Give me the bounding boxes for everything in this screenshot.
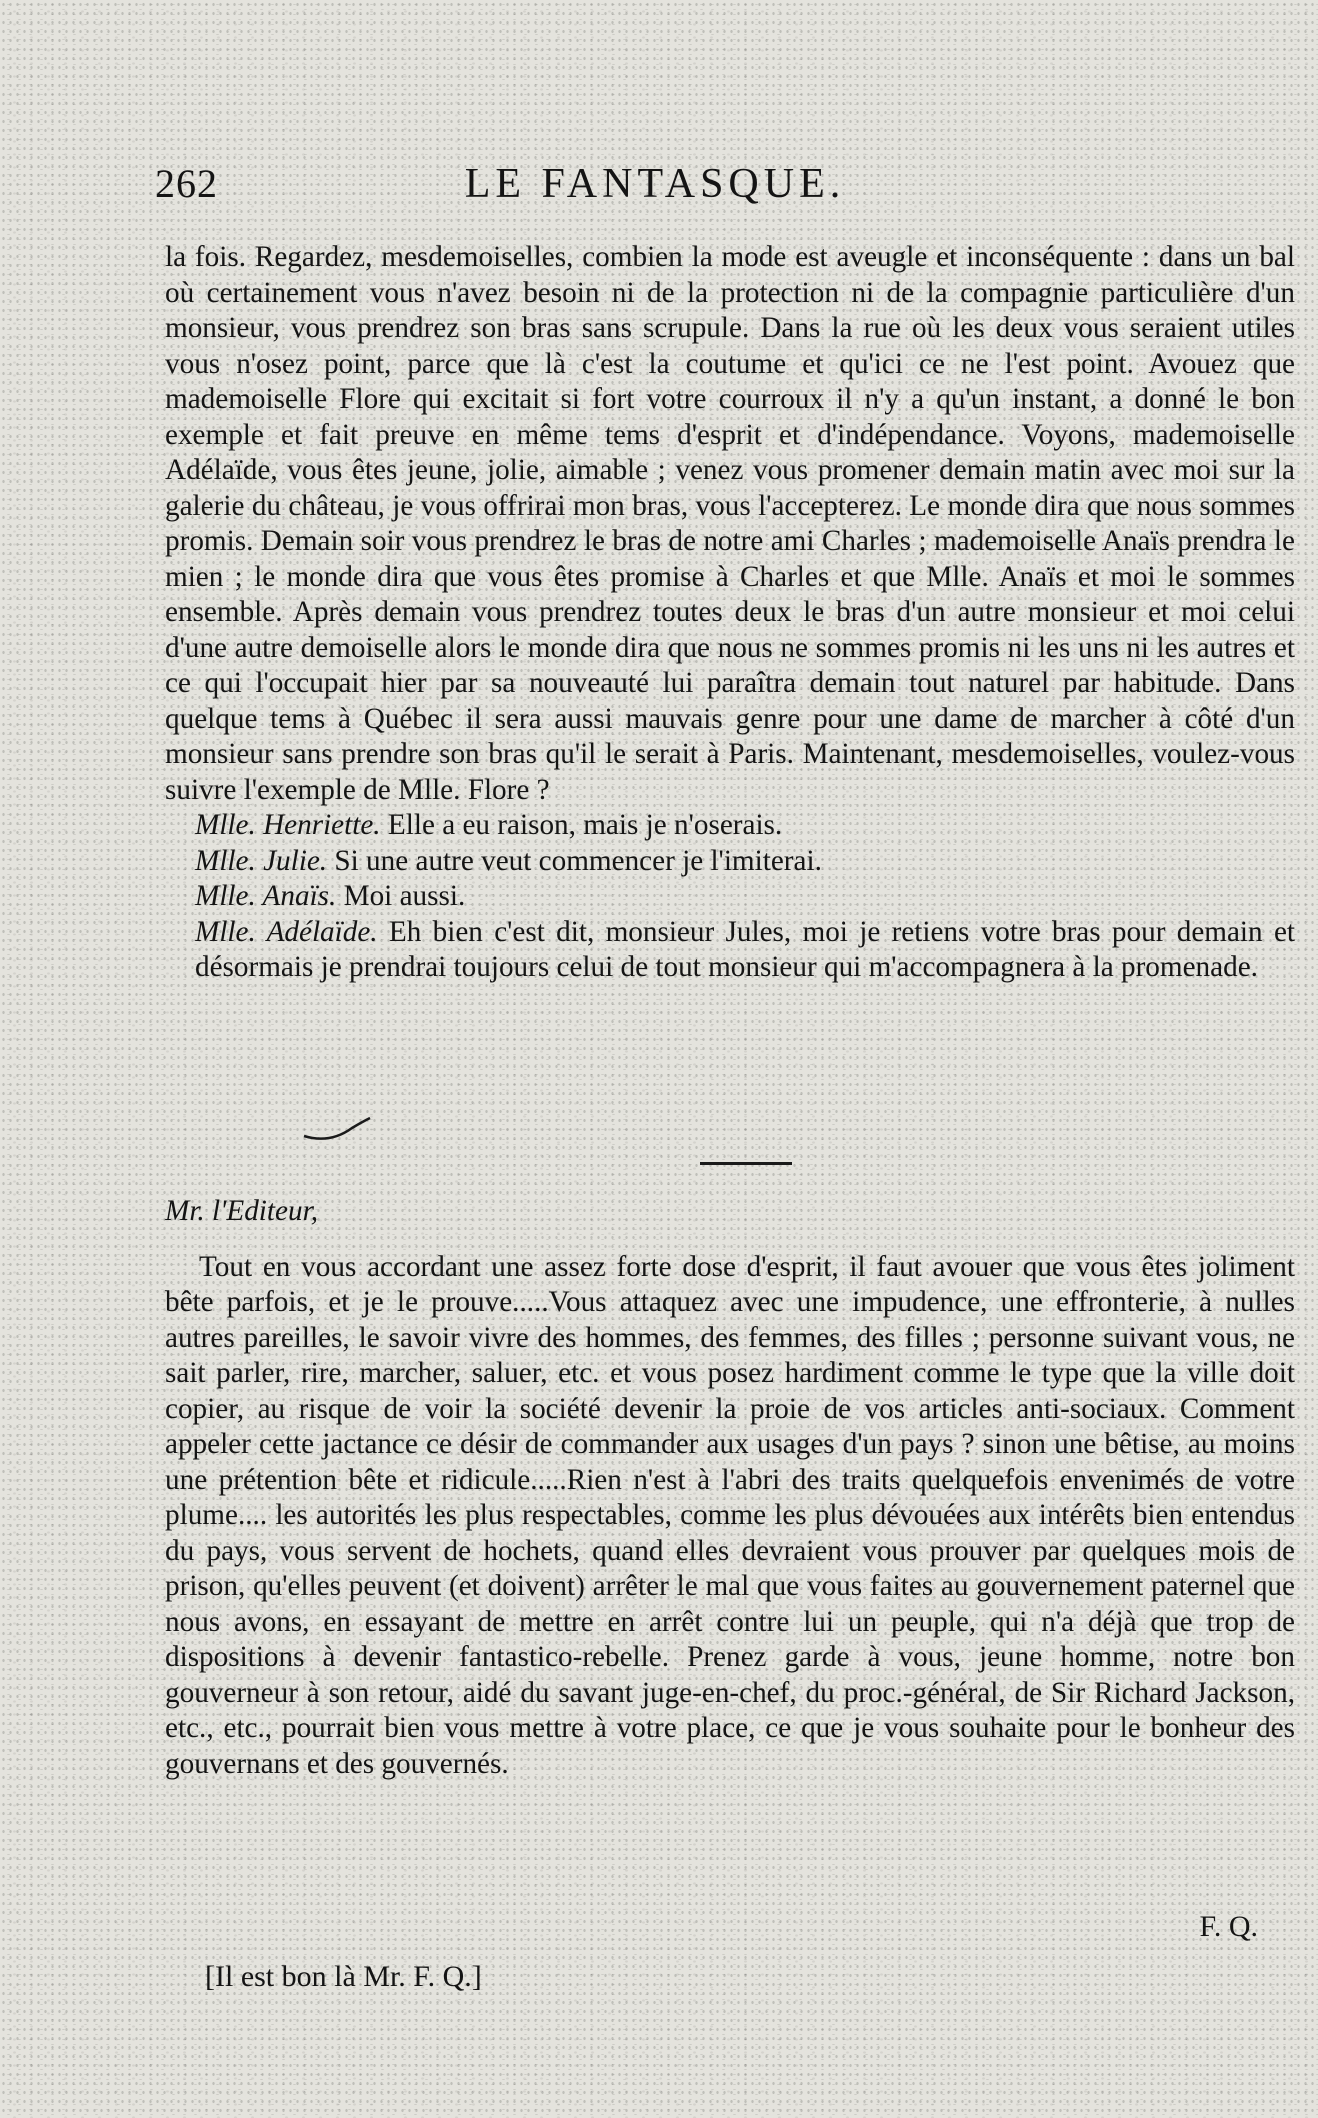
editor-note: [Il est bon là Mr. F. Q.] [205, 1960, 482, 1993]
speaker-name: Mlle. Henriette. [195, 809, 381, 841]
dialogue-line [165, 915, 1295, 986]
speaker-name: Mlle. Adélaïde. [195, 915, 378, 948]
dialogue-section [165, 240, 1295, 986]
pen-stroke-mark [300, 1116, 390, 1146]
letter-signature: F. Q. [1199, 1910, 1258, 1943]
dialogue-line [165, 808, 1295, 844]
dialogue-line [165, 844, 1295, 880]
body-paragraph: la fois. Regardez, mesdemoiselles, combien la mode est aveugle et inconséquente : dans un bal où certainement vous n'avez besoin ni de la protection ni de la compagnie particulière d'un monsieur, vous prendrez son bras sans scrupule. Dans la rue où les deux vous seraient utiles vous n'osez point, parce que là c'est la coutume et qu'ici ce ne l'est point. Avouez que mademoiselle Flore qui excitait si fort votre courroux il n'y a qu'un instant, a donné le bon exemple et fait preuve en même tems d'esprit et d'indépendance. Voyons, mademoiselle Adélaïde, vous êtes jeune, jolie, aimable ; venez vous promener demain matin avec moi sur la galerie du château, je vous offrirai mon bras, vous l'accepterez. Le monde dira que nous sommes promis. Demain soir vous prendrez le bras de notre ami Charles ; mademoiselle Anaïs prendra le mien ; le monde dira que vous êtes promise à Charles et que Mlle. Anaïs et moi le sommes ensemble. Après demain vous prendrez toutes deux le bras d'un autre monsieur et moi celui d'une autre demoiselle alors le monde dira que nous ne sommes promis ni les uns ni les autres et ce qui l'occupait hier par sa nouveauté lui paraîtra demain tout naturel par habitude. Dans quelque tems à Québec il sera aussi mauvais genre pour une dame de marcher à côté d'un monsieur sans prendre son bras qu'il le serait à Paris. Maintenant, mesdemoiselles, voulez-vous suivre l'exemple de Mlle. Flore ? [165, 241, 1295, 806]
letter-body: Tout en vous accordant une assez forte dose d'esprit, il faut avouer que vous êtes joliment bête parfois, et je le prouve.....Vous attaquez avec une impudence, une effronterie, à nulles autres pareilles, le savoir vivre des hommes, des femmes, des filles ; personne suivant vous, ne sait parler, rire, marcher, saluer, etc. et vous posez hardiment comme le type que la ville doit copier, au risque de voir la société devenir la proie de vos articles anti-sociaux. Comment appeler cette jactance ce désir de commander aux usages d'un pays ? sinon une bêtise, au moins une prétention bête et ridicule.....Rien n'est à l'abri des traits quelquefois envenimés de votre plume.... les autorités les plus respectables, comme les plus dévouées aux intérêts bien entendus du pays, vous servent de hochets, quand elles devraient vous prouver par quelques mois de prison, qu'elles peuvent (et doivent) arrêter le mal que vous faites au gouvernement paternel que nous avons, en essayant de mettre en arrêt contre lui un peuple, qui n'a déjà que trop de dispositions à devenir fantastico-rebelle. Prenez garde à vous, jeune homme, notre bon gouverneur à son retour, aidé du savant juge-en-chef, du proc.-général, de Sir Richard Jackson, etc., etc., pourrait bien vous mettre à votre place, ce que je vous souhaite pour le bonheur des gouvernans et des gouvernés. [165, 1250, 1295, 1780]
letter-section [165, 1194, 1295, 1782]
dialogue-text: Moi aussi. [343, 880, 466, 912]
dialogue-line [165, 879, 1295, 915]
speaker-name: Mlle. Julie. [195, 844, 328, 877]
dialogue-list [165, 808, 1295, 986]
section-divider [700, 1162, 792, 1165]
speaker-name: Mlle. Anaïs. [195, 880, 337, 912]
dialogue-text: Eh bien c'est dit, monsieur Jules, moi je retiens votre bras pour demain et désormais je prendrai toujours celui de tout monsieur qui m'accompagnera à la promenade. [195, 915, 1296, 983]
letter-salutation: Mr. l'Editeur, [165, 1195, 318, 1227]
page-number: 262 [155, 161, 218, 206]
page-header [155, 160, 1155, 208]
dialogue-text: Si une autre veut commencer je l'imiterai. [334, 844, 822, 877]
dialogue-text: Elle a eu raison, mais je n'oserais. [387, 809, 783, 841]
running-head-title: LE FANTASQUE. [464, 161, 846, 207]
